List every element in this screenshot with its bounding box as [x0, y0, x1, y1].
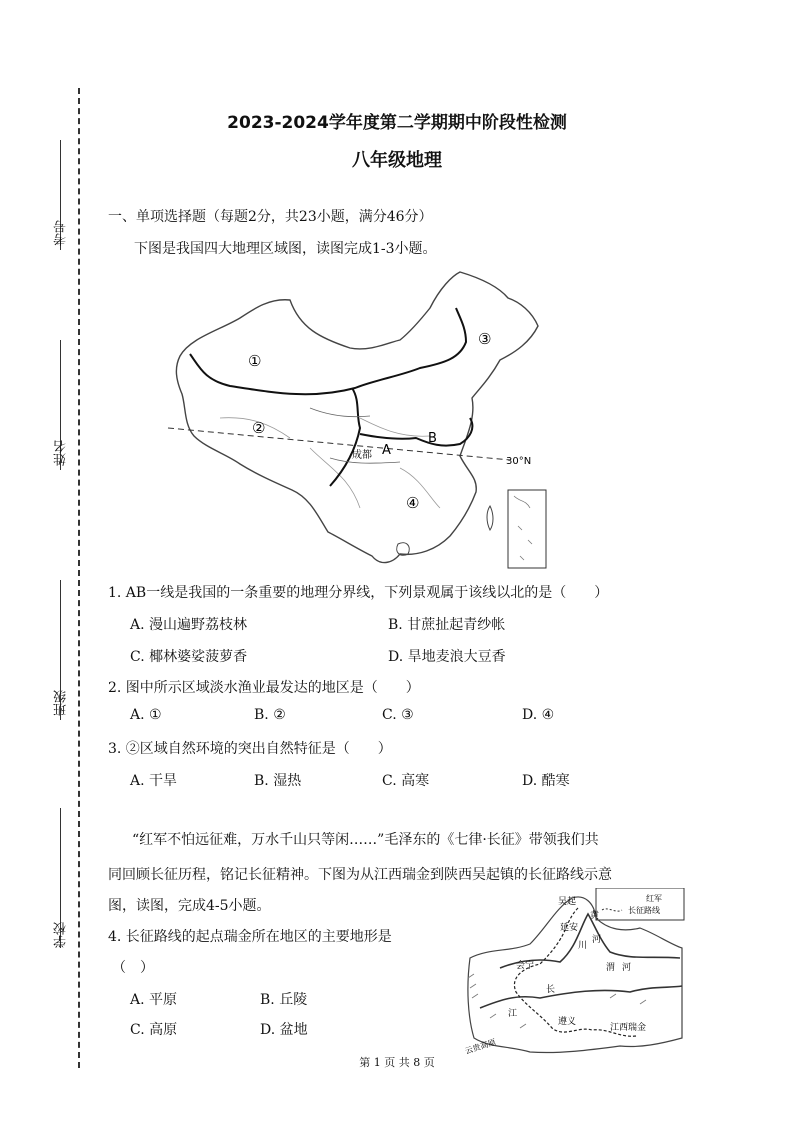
question-1-option-d[interactable]: D. 旱地麦浪大豆香 [388, 649, 506, 665]
ruijin-label: 江西瑞金 [610, 1023, 647, 1033]
river-he-label: 河 [622, 963, 632, 973]
chengdu-label: 成都 [352, 450, 372, 461]
china-regions-map [160, 268, 550, 573]
region-3-label: ③ [478, 330, 492, 348]
section-heading: 一、单项选择题（每题2分，共23小题，满分46分） [108, 209, 433, 225]
yunnan-plateau-label: 云贵高原 [463, 1037, 498, 1056]
name-label: 姓名 [54, 440, 69, 466]
question-3-option-c[interactable]: C. 高寒 [382, 773, 430, 789]
point-a-label: A [382, 443, 391, 458]
question-2-option-d[interactable]: D. ④ [522, 707, 555, 723]
yangtze-river [480, 986, 682, 1008]
huang-label: 黄 [590, 911, 600, 921]
taiwan-island [487, 506, 493, 530]
question-2-option-c[interactable]: C. ③ [382, 707, 414, 723]
huining-label: 会宁 [516, 961, 535, 971]
question-4-option-c[interactable]: C. 高原 [130, 1022, 178, 1038]
yanan-label: 延安 [560, 923, 579, 933]
long-march-map [460, 888, 686, 1060]
boundary-ab-line [360, 418, 472, 446]
passage-line-1: “红军不怕远征难，万水千山只等闲……”毛泽东的《七律·长征》带领我们共 [132, 832, 599, 848]
question-3-option-d[interactable]: D. 酷寒 [522, 773, 570, 789]
legend-title: 红军 [646, 894, 662, 903]
question-4-option-d[interactable]: D. 盆地 [260, 1022, 308, 1038]
binding-dashed-line [78, 88, 80, 1068]
question-4-stem: 4. 长征路线的起点瑞金所在地区的主要地形是 [108, 929, 392, 945]
question-2-stem: 2. 图中所示区域淡水渔业最发达的地区是（ ） [108, 680, 420, 696]
question-2-option-b[interactable]: B. ② [254, 707, 286, 723]
jiang-label: 江 [508, 1009, 518, 1019]
question-4-option-b[interactable]: B. 丘陵 [260, 992, 308, 1008]
south-china-sea-inset [508, 490, 546, 568]
yellow-river [500, 914, 680, 968]
page-footer: 第 1 页 共 8 页 [359, 1056, 435, 1069]
question-4-option-a[interactable]: A. 平原 [130, 992, 178, 1008]
point-b-label: B [428, 431, 437, 446]
question-1-option-a[interactable]: A. 漫山遍野荔枝林 [130, 617, 248, 633]
question-2-option-a[interactable]: A. ① [130, 707, 162, 723]
wuqi-label: 吴起 [558, 897, 577, 907]
region-1-label: ① [248, 352, 262, 370]
map1-intro: 下图是我国四大地理区域图，读图完成1-3小题。 [134, 241, 437, 257]
page-title: 2023-2024学年度第二学期期中阶段性检测 [227, 113, 567, 133]
question-3-option-b[interactable]: B. 湿热 [254, 773, 302, 789]
wei-label: 渭 [606, 963, 616, 973]
hainan-island [397, 543, 410, 556]
latitude-label: 30°N [506, 456, 532, 467]
terrain-hatching [468, 974, 646, 1028]
question-1-option-b[interactable]: B. 甘蔗扯起青纱帐 [388, 617, 506, 633]
question-1-stem: 1. AB一线是我国的一条重要的地理分界线，下列景观属于该线以北的是（ ） [108, 585, 609, 601]
question-4-paren: （ ） [112, 960, 154, 976]
school-label: 学校 [54, 922, 69, 948]
question-1-option-c[interactable]: C. 椰林婆娑菠萝香 [130, 649, 248, 665]
he-label: 河 [592, 935, 602, 945]
legend-box [596, 888, 684, 920]
chang-label: 长 [546, 985, 556, 995]
passage-line-3: 图，读图，完成4-5小题。 [108, 898, 271, 914]
boundary-qinghai [330, 388, 360, 486]
question-3-option-a[interactable]: A. 干旱 [130, 773, 178, 789]
region-2-label: ② [252, 419, 266, 437]
class-label: 班级 [54, 690, 69, 716]
zunyi-label: 遵义 [558, 1017, 577, 1027]
chuan-label: 川 [578, 941, 588, 951]
passage-line-2: 同回顾长征历程，铭记长征精神。下图为从江西瑞金到陕西吴起镇的长征路线示意 [108, 867, 612, 883]
exam-no-label: 考号 [54, 220, 69, 246]
page-subtitle: 八年级地理 [352, 150, 442, 171]
china-outline [176, 272, 538, 563]
boundary-north-west [190, 308, 466, 394]
region-4-label: ④ [406, 494, 420, 512]
legend-route-label: 长征路线 [628, 906, 660, 915]
question-3-stem: 3. ②区域自然环境的突出自然特征是（ ） [108, 741, 392, 757]
